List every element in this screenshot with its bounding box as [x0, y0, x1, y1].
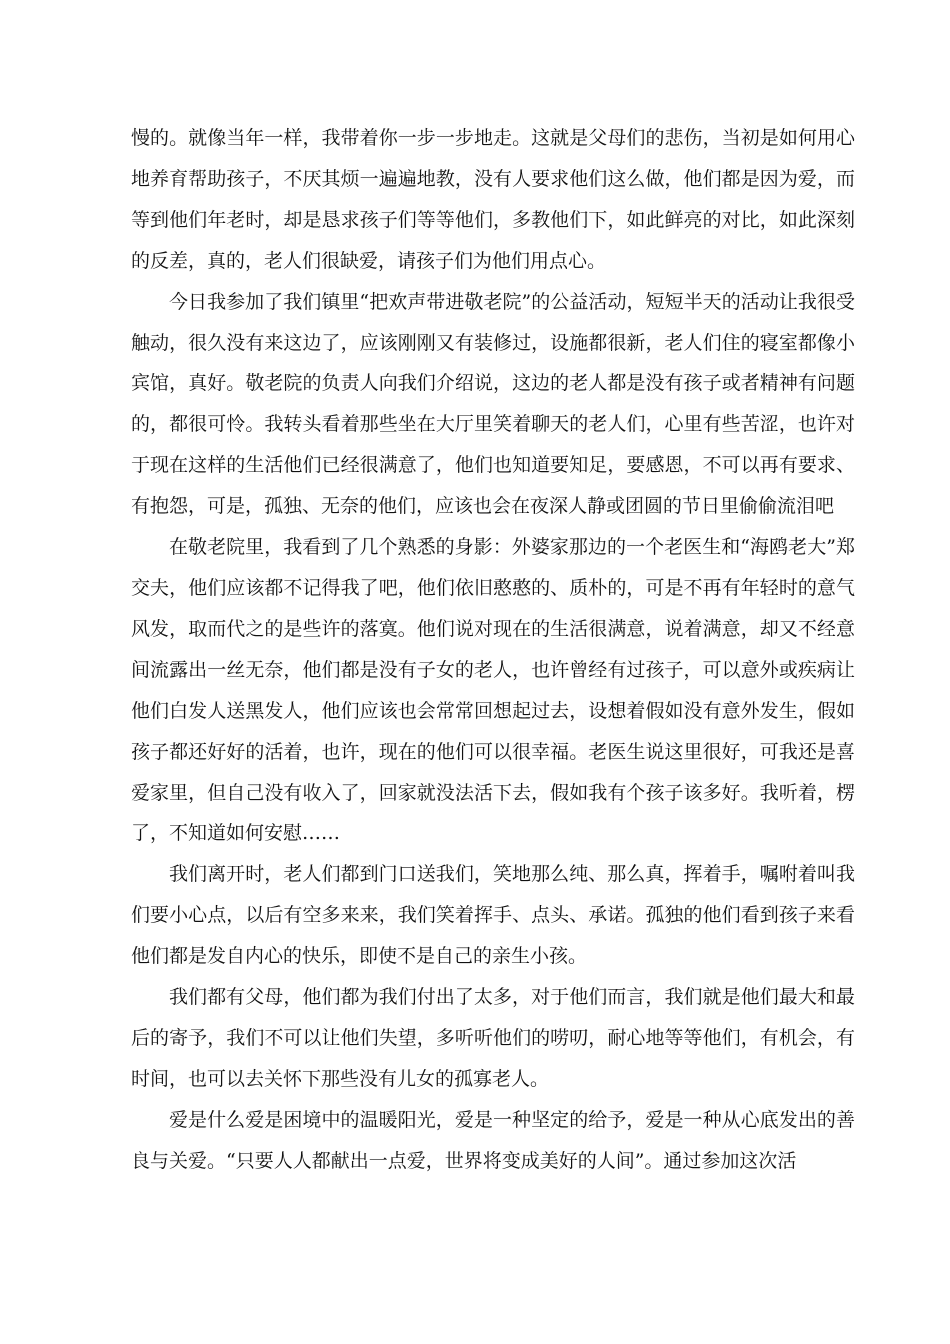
document-body — [131, 118, 855, 1182]
paragraph-parents: 我们都有父母，他们都为我们付出了太多，对于他们而言，我们就是他们最大和最后的寄予，我们不可以让他们失望，多听听他们的唠叨，耐心地等等他们，有机会，有时间，也可以去关怀下那些没有儿女的孤寡老人。 — [131, 986, 855, 1090]
paragraph-continued: 慢的。就像当年一样，我带着你一步一步地走。这就是父母们的悲伤，当初是如何用心地养育帮助孩子，不厌其烦一遍遍地教，没有人要求他们这么做，他们都是因为爱，而等到他们年老时，却是恳求孩子们等等他们，多教他们下，如此鲜亮的对比，如此深刻的反差，真的，老人们很缺爱，请孩子们为他们用点心。 — [131, 127, 855, 272]
paragraph-activity: 今日我参加了我们镇里“把欢声带进敬老院”的公益活动，短短半天的活动让我很受触动，很久没有来这边了，应该刚刚又有装修过，设施都很新，老人们住的寝室都像小宾馆，真好。敬老院的负责人向我们介绍说，这边的老人都是没有孩子或者精神有问题的，都很可怜。我转头看着那些坐在大厅里笑着聊天的老人们，心里有些苦涩，也许对于现在这样的生活他们已经很满意了，他们也知道要知足，要感恩，不可以再有要求、有抱怨，可是，孤独、无奈的他们，应该也会在夜深人静或团圆的节日里偷偷流泪吧 — [131, 290, 855, 518]
paragraph-farewell: 我们离开时，老人们都到门口送我们，笑地那么纯、那么真，挥着手，嘱咐着叫我们要小心点，以后有空多来来，我们笑着挥手、点头、承诺。孤独的他们看到孩子来看他们都是发自内心的快乐，即使不是自己的亲生小孩。 — [131, 863, 855, 968]
paragraph-love: 爱是什么爱是困境中的温暖阳光，爱是一种坚定的给予，爱是一种从心底发出的善良与关爱。“只要人人都献出一点爱，世界将变成美好的人间”。通过参加这次活 — [131, 1108, 855, 1172]
paragraph-familiar-faces: 在敬老院里，我看到了几个熟悉的身影：外婆家那边的一个老医生和“海鸥老大”郑交夫，他们应该都不记得我了吧，他们依旧憨憨的、质朴的，可是不再有年轻时的意气风发，取而代之的是些许的落寞。他们说对现在的生活很满意，说着满意，却又不经意间流露出一丝无奈，他们都是没有子女的老人，也许曾经有过孩子，可以意外或疾病让他们白发人送黑发人，他们应该也会常常回想起过去，设想着假如没有意外发生，假如孩子都还好好的活着，也许，现在的他们可以很幸福。老医生说这里很好，可我还是喜爱家里，但自己没有收入了，回家就没法活下去，假如我有个孩子该多好。我听着，楞了，不知道如何安慰…… — [131, 536, 855, 845]
